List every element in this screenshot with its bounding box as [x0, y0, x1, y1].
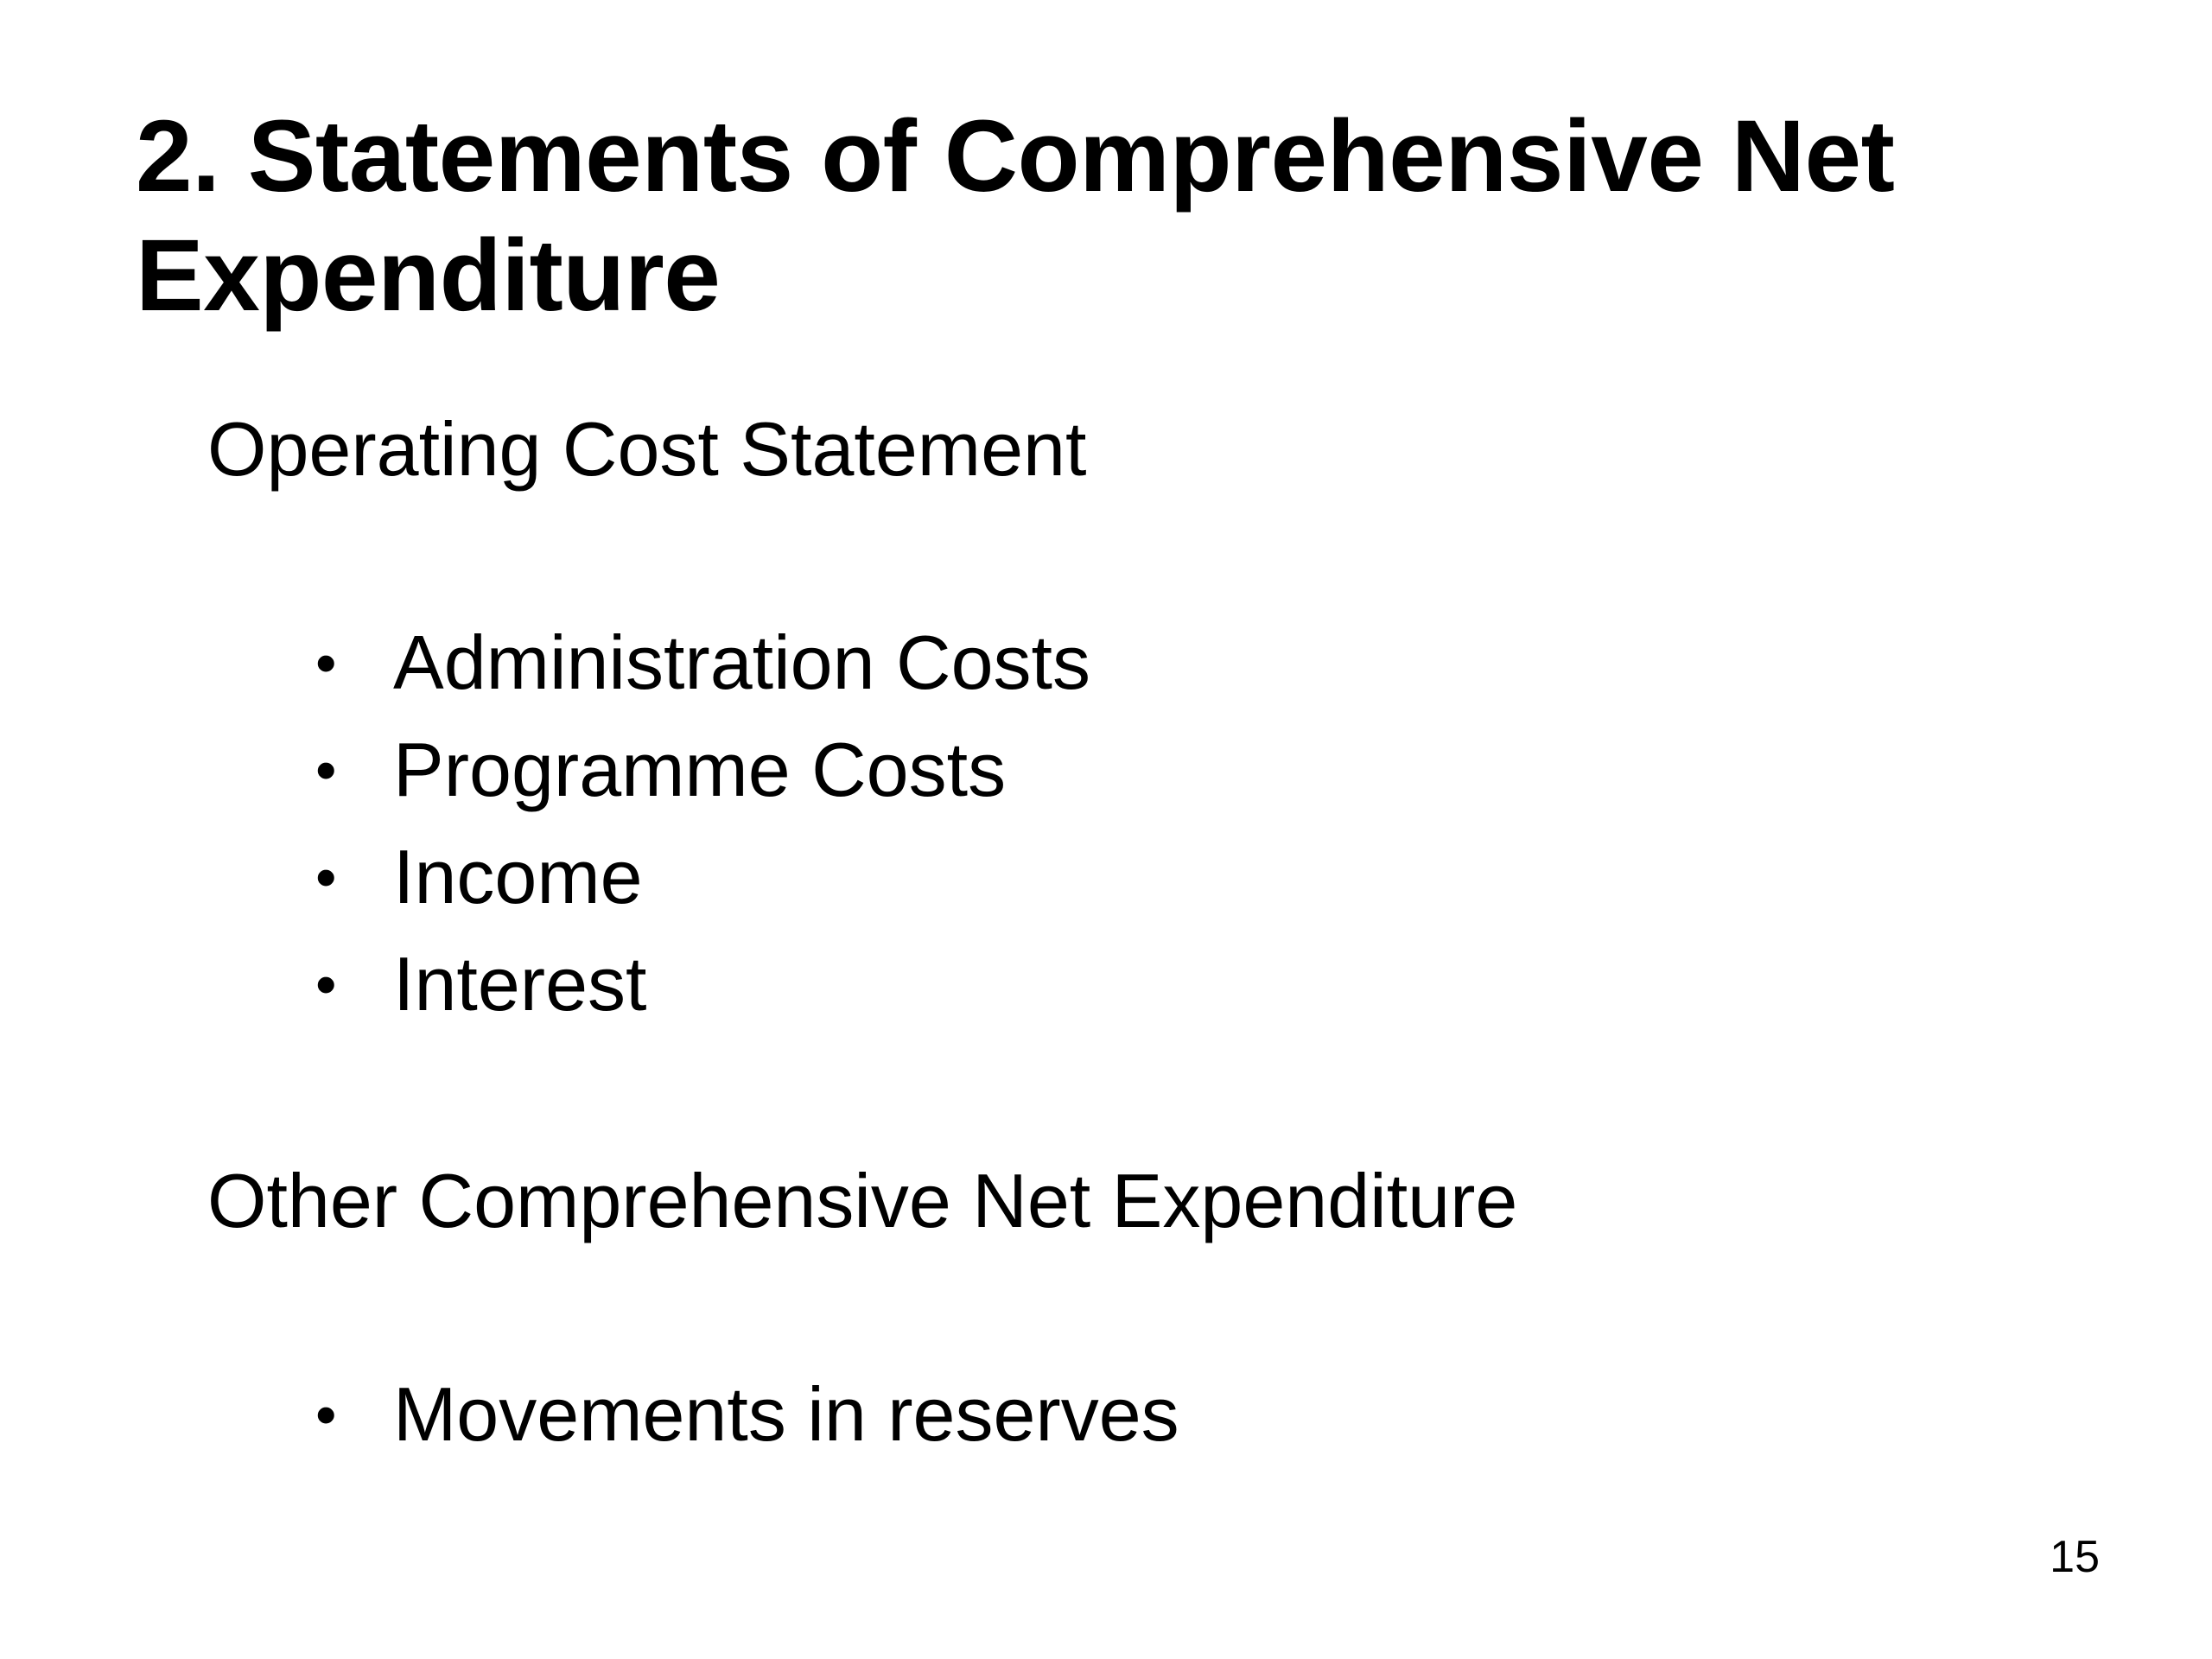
slide-title: 2. Statements of Comprehensive Net Expenditure	[136, 99, 1895, 333]
bullet-icon: •	[315, 736, 337, 804]
section-heading-operating-cost-statement: Operating Cost Statement	[207, 406, 1087, 492]
list-item-label: Administration Costs	[393, 620, 1090, 705]
bullet-icon: •	[315, 1381, 337, 1448]
bullet-icon: •	[315, 629, 337, 696]
bullet-icon: •	[315, 843, 337, 911]
list-item-label: Interest	[393, 941, 647, 1027]
list-item	[315, 823, 1090, 931]
list-item-label: Income	[393, 834, 643, 919]
list-item-label: Movements in reserves	[393, 1371, 1179, 1457]
list-item	[315, 716, 1090, 823]
list-item	[315, 609, 1090, 716]
operating-cost-bullet-list	[315, 609, 1090, 1038]
page-number: 15	[2050, 1532, 2100, 1582]
other-comprehensive-bullet-list	[315, 1361, 1179, 1468]
section-heading-other-comprehensive-net-expenditure: Other Comprehensive Net Expenditure	[207, 1158, 1518, 1243]
list-item	[315, 1361, 1179, 1468]
list-item-label: Programme Costs	[393, 727, 1007, 812]
list-item	[315, 931, 1090, 1038]
bullet-icon: •	[315, 950, 337, 1018]
